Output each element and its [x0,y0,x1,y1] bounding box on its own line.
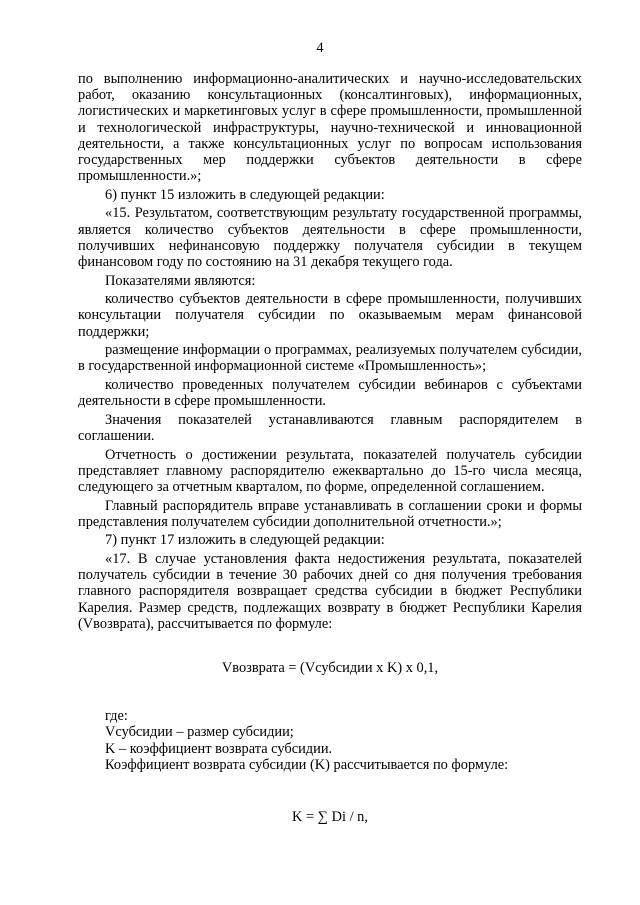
paragraph-reporting: Отчетность о достижении результата, показателей получатель субсидии представляет главному распорядителю ежеквартально до 15-го числа месяца, следующего за отчетным кварталом, по форме, определенной соглашением. [78,446,582,495]
definition-subsidy: Vсубсидии – размер субсидии; [105,724,294,741]
paragraph-clause-15: «15. Результатом, соответствующим результату государственной программы, является количество субъектов деятельности в сфере промышленности, получивших нефинансовую поддержку получателя субсидии в текущем финансовом году по состоянию на 31 декабря текущего года. [78,205,582,271]
definition-coefficient: K – коэффициент возврата субсидии. [105,740,333,757]
definition-coefficient-formula-intro: Коэффициент возврата субсидии (K) рассчитывается по формуле: [105,756,509,773]
paragraph-indicators-heading: Показателями являются: [105,272,256,289]
paragraph-indicator-1: количество субъектов деятельности в сфере промышленности, получивших консультации получателя субсидии по оказываемым мерам финансовой поддержки; [78,291,582,340]
formula-refund-amount: Vвозврата = (Vсубсидии x K) x 0,1, [221,660,439,676]
formula-coefficient: K = ∑ Di / n, [292,809,368,826]
paragraph-values: Значения показателей устанавливаются главным распорядителем в соглашении. [78,411,582,444]
paragraph-item-6: 6) пункт 15 изложить в следующей редакции: [105,186,385,203]
paragraph-item-7: 7) пункт 17 изложить в следующей редакции: [105,532,385,549]
paragraph-additional-reporting: Главный распорядитель вправе устанавливать в соглашении сроки и формы представления получателем субсидии дополнительной отчетности.»; [78,497,582,530]
formula-definitions [78,708,582,773]
paragraph-clause-17: «17. В случае установления факта недостижения результата, показателей получатель субсидии в течение 30 рабочих дней со дня получения требования главного распорядителя возвращает средства субсидии в бюджет Республики Карелия. Размер средств, подлежащих возврату в бюджет Республики Карелия (Vвозврата), рассчитывается по формуле: [78,550,582,632]
page-number: 4 [316,40,324,56]
paragraph-indicator-2: размещение информации о программах, реализуемых получателем субсидии, в государственной информационной системе «Промышленность»; [78,342,582,375]
paragraph-continuation: по выполнению информационно-аналитических и научно-исследовательских работ, оказанию консультационных (консалтинговых), информационных, логистических и маркетинговых услуг в сфере промышленности, промышленной и технологической инфраструктуры, научно-технической и инновационной деятельности, а также консультационных услуг по вопросам использования государственных мер поддержки субъектов деятельности в сфере промышленности.»; [78,71,582,185]
paragraph-indicator-3: количество проведенных получателем субсидии вебинаров с субъектами деятельности в сфере промышленности. [78,377,582,410]
document-body [78,71,582,825]
definition-where: где: [105,708,128,725]
